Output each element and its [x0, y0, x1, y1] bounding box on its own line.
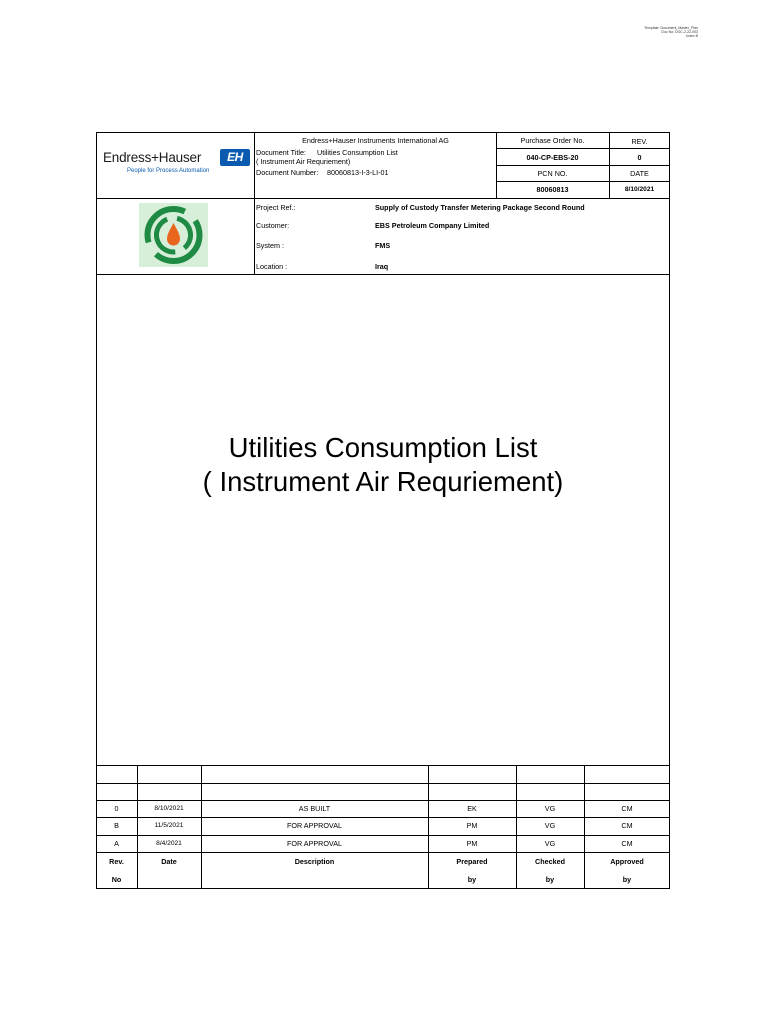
rev-row-rev: 0 [114, 804, 119, 813]
system-value: FMS [375, 241, 391, 250]
company-name: Endress+Hauser Instruments International AG [302, 136, 449, 145]
rev-row-date: 8/10/2021 [154, 805, 184, 812]
template-note: Template: Document_Master_Plan Doc No: DOC-2-22-003 Index B [644, 26, 698, 39]
rev-header-date: Date [161, 857, 177, 866]
rev-row-prepared: PM [466, 821, 478, 830]
date-label: DATE [630, 169, 649, 178]
system-label: System : [256, 241, 284, 250]
rev-header-checked-2: by [545, 875, 555, 884]
rev-row-rev: A [114, 839, 119, 848]
doc-title-line1: Utilities Consumption List [317, 148, 398, 157]
rev-header-prepared-2: by [467, 875, 477, 884]
rev-header-rev-2: No [111, 875, 122, 884]
main-title-line1: Utilities Consumption List [228, 432, 538, 463]
ebs-swirl-icon [139, 203, 208, 267]
rev-row-approved: CM [621, 821, 633, 830]
rev-header-prepared: Prepared [456, 857, 488, 866]
rev-row-description: FOR APPROVAL [287, 821, 342, 830]
po-value: 040-CP-EBS-20 [526, 153, 579, 162]
doc-title-label: Document Title: [256, 148, 306, 157]
rev-row-checked: VG [544, 804, 556, 813]
main-title-line2: ( Instrument Air Requriement) [202, 466, 564, 497]
rev-row-prepared: EK [467, 804, 477, 813]
project-ref-label: Project Ref.: [256, 203, 296, 212]
rev-row-approved: CM [621, 839, 633, 848]
doc-title-line2: ( Instrument Air Requriement) [256, 157, 351, 166]
rev-row-rev: B [114, 821, 119, 830]
eh-badge-icon: EH [220, 149, 250, 166]
rev-label: REV. [631, 137, 648, 146]
rev-header-rev: Rev. [109, 857, 124, 866]
doc-number: 80060813-I-3-LI-01 [327, 168, 389, 177]
po-label: Purchase Order No. [520, 136, 585, 145]
rev-header-checked: Checked [535, 857, 565, 866]
eh-tagline: People for Process Automation [127, 168, 210, 174]
location-value: Iraq [375, 262, 389, 271]
endress-hauser-logo [103, 147, 253, 179]
rev-row-date: 11/5/2021 [154, 822, 184, 829]
rev-header-approved-2: by [622, 875, 632, 884]
rev-row-description: AS BUILT [298, 804, 331, 813]
rev-row-prepared: PM [466, 839, 478, 848]
project-ref-value: Supply of Custody Transfer Metering Package Second Round [375, 203, 585, 212]
customer-label: Customer: [256, 221, 290, 230]
rev-row-checked: VG [544, 839, 556, 848]
rev-header-description: Description [294, 857, 335, 866]
rev-header-approved: Approved [610, 857, 644, 866]
ebs-petroleum-logo [139, 203, 208, 267]
doc-number-label: Document Number: [256, 168, 319, 177]
customer-value: EBS Petroleum Company Limited [375, 221, 490, 230]
eh-wordmark: Endress+Hauser [103, 150, 202, 165]
rev-row-date: 8/4/2021 [156, 840, 182, 847]
pcn-label: PCN NO. [537, 169, 568, 178]
rev-value: 0 [637, 153, 642, 162]
pcn-value: 80060813 [536, 185, 569, 194]
location-label: Location : [256, 262, 288, 271]
rev-row-approved: CM [621, 804, 633, 813]
date-value: 8/10/2021 [624, 186, 655, 193]
rev-row-description: FOR APPROVAL [287, 839, 342, 848]
rev-row-checked: VG [544, 821, 556, 830]
